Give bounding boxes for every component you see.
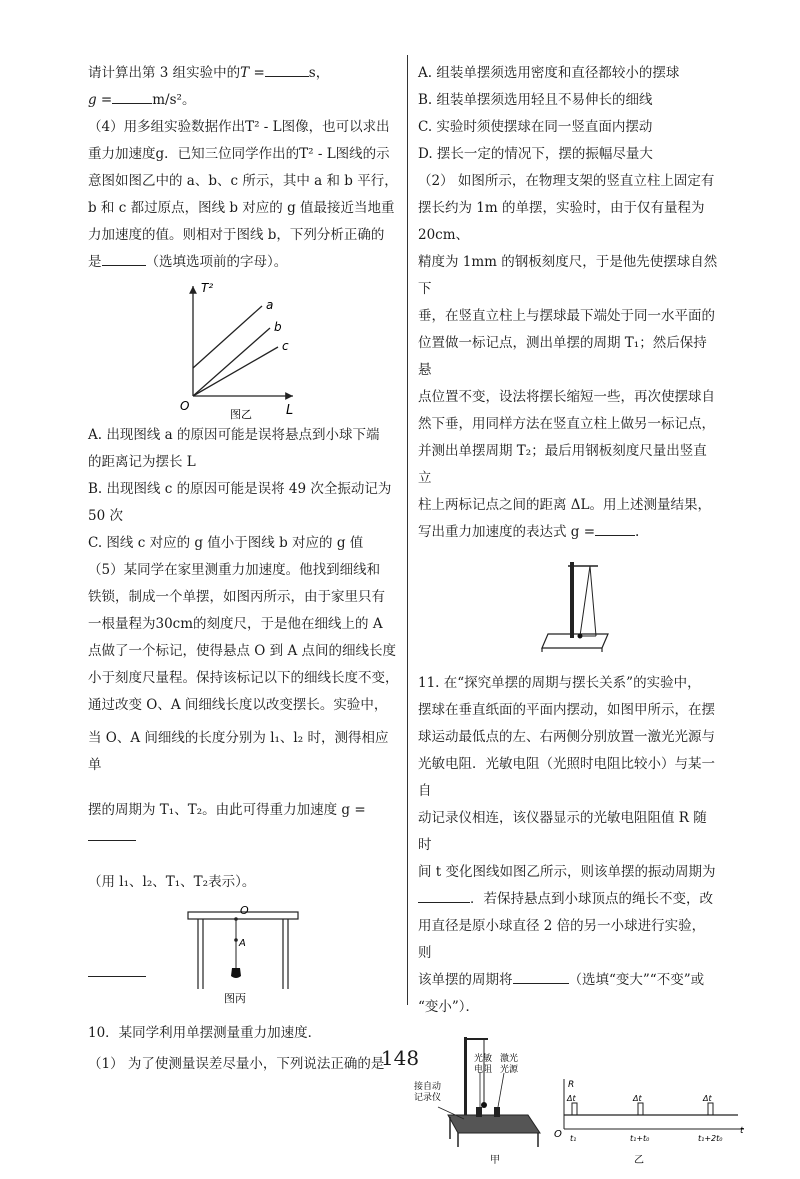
q10-option: C. 实验时须使摆球在同一竖直面内摆动 [418,119,653,135]
pendulum-ball [578,634,583,639]
q10-2-line: 垂，在竖直立柱上与摆球最下端处于同一水平面的 [418,308,715,324]
q9-5-line: 当 O、A 间细线的长度分别为 l₁、l₂ 时，测得相应单 [88,730,389,773]
svg-text:光源: 光源 [500,1065,519,1075]
q9-4-line: b 和 c 都过原点，图线 b 对应的 g 值最接近当地重 [88,200,395,216]
q10-2-line: 摆长约为 1m 的单摆，实验时，由于仅有量程为 20cm、 [418,200,705,243]
figure-caption: 图丙 [224,992,246,1005]
line-b [193,328,270,396]
line-a-label: a [266,298,274,312]
q10-2-line: 位置做一标记点，测出单摆的周期 T₁；然后保持悬 [418,335,707,378]
q9-5-line: 通过改变 O、A 间细线长度以改变摆长。实验中， [88,697,388,713]
q9-calc-line2: g = m/s²。 [88,87,400,114]
figure-yi-graph [88,276,400,422]
q9-5-line: 小于刻度尺量程。保持该标记以下的细线长度不变， [88,670,399,686]
svg-text:记录仪: 记录仪 [414,1093,442,1103]
figure-bing-pendulum [88,904,400,1014]
q9-5-line: 点做了一个标记，使得悬点 O 到 A 点间的细线长度 [88,643,396,659]
q10-2-line: 柱上两标记点之间的距离 ΔL。用上述测量结果， [418,497,712,513]
q10-2-line: 并测出单摆周期 T₂；最后用钢板刻度尺量出竖直立 [418,443,707,486]
q10-option: B. 组装单摆须选用轻且不易伸长的细线 [418,92,653,108]
caption-yi2: 乙 [634,1155,644,1166]
q10-title: 10．某同学利用单摆测量重力加速度． [88,1025,322,1041]
q10-2-last: 写出重力加速度的表达式 g = . [418,519,718,546]
q11-line7: ．若保持悬点到小球顶点的绳长不变，改 [418,886,718,913]
q9-4-line: （4）用多组实验数据作出T² - L图像，也可以求出 [88,119,390,135]
page-number: 148 [380,1046,420,1070]
q11-line9: 该单摆的周期将 （选填“变大”“不变”或 [418,967,718,994]
q9-option-line: A. 出现图线 a 的原因可能是误将悬点到小球下端 [88,427,380,443]
q10-part1: （1） 为了使测量误差尽量小，下列说法正确的是 [88,1056,385,1072]
origin-label: O [180,399,190,413]
q10-2-line: （2） 如图所示，在物理支架的竖直立柱上固定有 [418,173,715,189]
q9-4-line: 重力加速度g．已知三位同学作出的T² - L图线的示 [88,146,390,162]
pulse-3 [708,1103,713,1115]
q9-5-line: （5）某同学在家里测重力加速度。他找到细线和 [88,562,381,578]
q9-4-line: 意图如图乙中的 a、b、c 所示，其中 a 和 b 平行， [88,173,398,189]
q11-line: 光敏电阻．光敏电阻（光照时电阻比较小）与某一自 [418,756,715,799]
svg-text:Δt: Δt [703,1094,712,1103]
q9-option-line: 50 次 [88,508,123,524]
q9-5-line: 铁锁，制成一个单摆，如图丙所示，由于家里只有 [88,589,385,605]
x-label: L [286,403,294,418]
line-c [193,347,278,396]
q9-4-line: 力加速度的值。则相对于图线 b，下列分析正确的 [88,227,385,243]
q10-option: D. 摆长一定的情况下，摆的振幅尽量大 [418,146,653,162]
q9-4-last-line: 是 （选填选项前的字母）。 [88,249,400,276]
answer-blank-change[interactable] [513,969,569,984]
lock-weight [231,968,241,978]
svg-text:电阻: 电阻 [474,1065,493,1075]
q9-option-line: C. 图线 c 对应的 g 值小于图线 b 对应的 g 值 [88,535,364,551]
line-a [193,306,262,368]
graph-yi2 [554,1079,744,1166]
svg-text:Δt: Δt [633,1094,642,1103]
label-laser: 激光 [500,1054,519,1064]
left-column [88,60,400,1078]
label-resistor: 光敏 [474,1054,493,1064]
caption-jia: 甲 [490,1155,500,1166]
q11-line: 摆球在垂直纸面的平面内摆动，如图甲所示，在摆 [418,702,715,718]
svg-text:R: R [568,1080,575,1090]
line-c-label: c [282,339,289,353]
q9-option-line: B. 出现图线 c 的原因可能是误将 49 次全振动记为 [88,481,392,497]
pulse-1 [572,1103,577,1115]
q10-option: A. 组装单摆须选用密度和直径都较小的摆球 [418,65,680,81]
svg-text:t₁+2t₀: t₁+2t₀ [698,1134,723,1143]
answer-blank-t[interactable] [265,62,309,77]
answer-blank-period[interactable] [418,888,470,903]
pulse-2 [638,1103,643,1115]
vertical-post [570,562,574,638]
q9-5-line9: （用 l₁、l₂、T₁、T₂表示）。 [88,874,256,890]
q11-line: “变小”）． [418,999,480,1015]
figure-stand-pendulum [418,552,718,660]
answer-blank-choice[interactable] [102,251,146,266]
label-a: A [239,938,246,949]
y-label: T² [201,281,214,295]
q9-option-line: 的距离记为摆长 L [88,454,196,470]
q10-2-line: 然下垂，用同样方法在竖直立柱上做另一标记点， [418,416,715,432]
t2-l-graph [88,276,400,422]
answer-blank-q10-1[interactable] [88,976,146,977]
q11-line: 动记录仪相连，该仪器显示的光敏电阻阻值 R 随时 [418,810,707,853]
svg-text:O: O [554,1129,562,1140]
svg-text:t₁: t₁ [570,1134,577,1143]
stand-base [542,634,608,648]
pendulum-string [580,566,590,636]
label-recorder: 接自动 [414,1082,442,1092]
q11-line: 用直径是原小球直径 2 倍的另一小球进行实验，则 [418,918,706,961]
q9-5-line: 一根量程为30cm的刻度尺，于是他在细线上的 A [88,616,383,632]
answer-blank-g-expr2[interactable] [595,521,635,536]
svg-text:t₁+t₀: t₁+t₀ [630,1134,650,1143]
q10-2-line: 精度为 1mm 的钢板刻度尺，于是他先使摆球自然下 [418,254,718,297]
answer-blank-g-expr[interactable] [88,826,136,841]
line-b-label: b [274,320,282,334]
q11-line: 11. 在“探究单摆的周期与摆长关系”的实验中， [418,675,701,691]
q9-5-line8: 摆的周期为 T₁、T₂。由此可得重力加速度 g = [88,797,400,851]
q11-line: 球运动最低点的左、右两侧分别放置一激光光源与 [418,729,715,745]
right-column [414,60,744,1179]
q11-line: 间 t 变化图线如图乙所示，则该单摆的振动周期为 [418,864,716,880]
answer-blank-g[interactable] [112,89,152,104]
column-divider [407,55,408,1005]
label-o: O [240,904,249,917]
figure-caption: 图乙 [230,408,252,421]
svg-text:Δt: Δt [567,1094,576,1103]
q10-2-line: 点位置不变，设法将摆长缩短一些，再次使摆球自 [418,389,715,405]
q9-calc-line1: 请计算出第 3 组实验中的T = s， [88,60,400,87]
svg-text:t: t [740,1126,744,1136]
